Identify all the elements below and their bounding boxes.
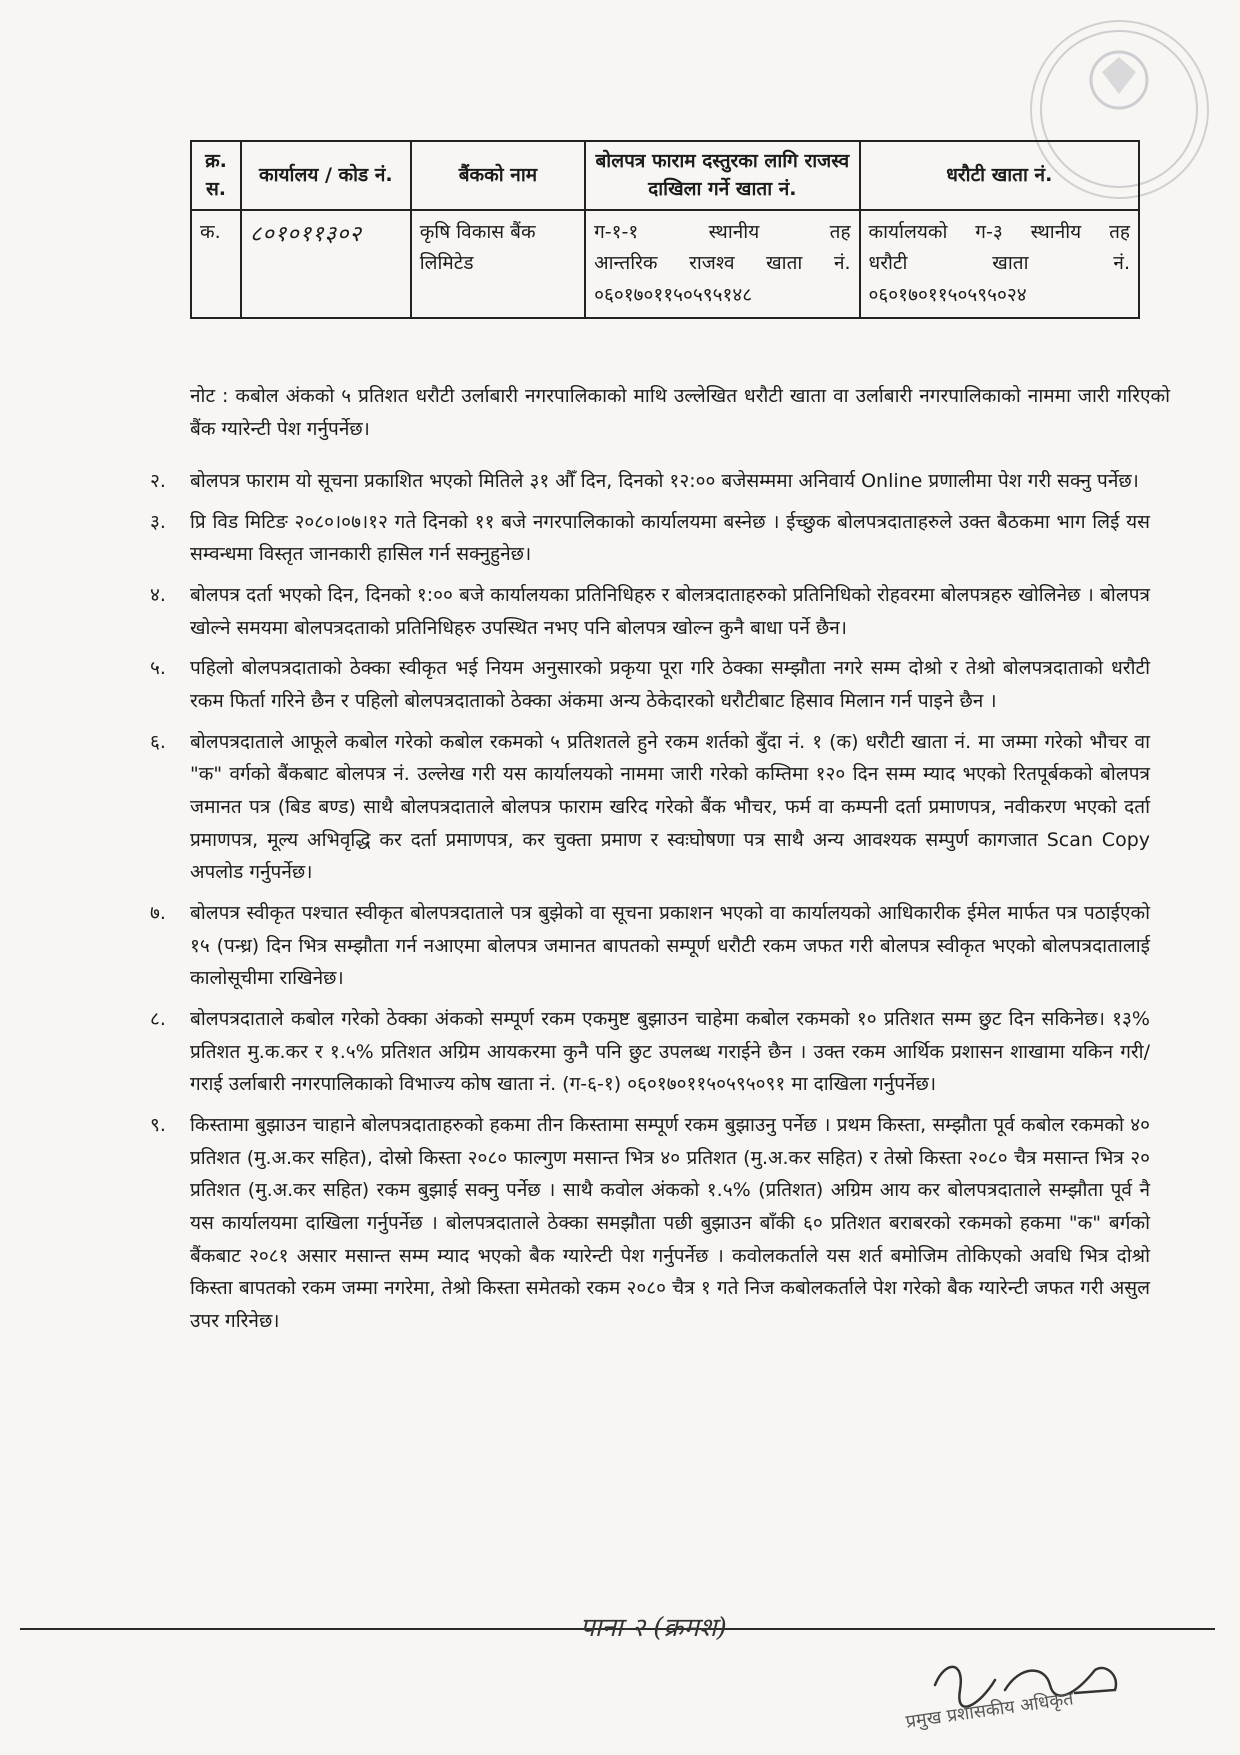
deposit-account-line-1: कार्यालयको ग-३ स्थानीय तह <box>868 221 1130 244</box>
list-item <box>150 652 1150 717</box>
item-text: बोलपत्र फाराम यो सूचना प्रकाशित भएको मितिले ३१ औँ दिन, दिनको १२:०० बजेसम्ममा अनिवार्य Online प्रणालीमा पेश गरी सक्नु पर्नेछ। <box>190 470 1139 492</box>
item-text: किस्तामा बुझाउन चाहाने बोलपत्रदाताहरुको हकमा तीन किस्तामा सम्पूर्ण रकम बुझाउनु पर्नेछ । प्रथम किस्ता, सम्झौता पूर्व कबोल रकमको ४० प्रतिशत (मु.अ.कर सहित), दोस्रो किस्ता २०८० फाल्गुण मसान्त भित्र ४० प्रतिशत (मु.अ.कर सहित) र तेस्रो किस्ता २०८० चैत्र मसान्त भित्र २० प्रतिशत (मु.अ.कर सहित) रकम बुझाई सक्नु पर्नेछ । साथै कवोल अंकको १.५% (प्रतिशत) अग्रिम आय कर बोलपत्रदाताले सम्झौता पूर्व नै यस कार्यालयमा दाखिला गर्नुपर्नेछ । बोलपत्रदाताले ठेक्का समझौता पछी बुझाउन बाँकी ६० प्रतिशत बराबरको रकमको हकमा "क" बर्गको बैंकबाट २०८१ असार मसान्त सम्म म्याद भएको बैक ग्यारेन्टी पेश गर्नुपर्नेछ । कवोलकर्ताले यस शर्त बमोजिम तोकिएको अवधि भित्र दोश्रो किस्ता बापतको रकम जम्मा नगरेमा, तेश्रो किस्ता समेतको रकम २०८० चैत्र १ गते निज कबोलकर्ताले पेश गरेको बैक ग्यारेन्टी जफत गरी असुल उपर गरिनेछ। <box>190 1114 1150 1333</box>
revenue-account-number: ०६०१७०११५०५९५१४८ <box>594 283 753 306</box>
item-text: बोलपत्रदाताले कबोल गरेको ठेक्का अंकको सम्पूर्ण रकम एकमुष्ट बुझाउन चाहेमा कबोल रकमको १० प्रतिशत सम्म छुट दिन सकिनेछ। १३% प्रतिशत मु.क.कर र १.५% प्रतिशत अग्रिम आयकरमा कुनै पनि छुट उपलब्ध गराईने छैन । उक्त रकम आर्थिक प्रशासन शाखामा यकिन गरी/गराई उर्लाबारी नगरपालिकाको विभाज्य कोष खाता नं. (ग-६-१) ०६०१७०११५०५९५०९१ मा दाखिला गर्नुपर्नेछ। <box>190 1008 1150 1096</box>
item-text: बोलपत्र दर्ता भएको दिन, दिनको १:०० बजे कार्यालयका प्रतिनिधिहरु र बोलत्रदाताहरुको प्रतिनिधिको रोहवरमा बोलपत्रहरु खोलिनेछ । बोलपत्र खोल्ने समयमा बोलपत्रदताको प्रतिनिधिहरु उपस्थित नभए पनि बोलपत्र खोल्न कुनै बाधा पर्ने छैन। <box>190 584 1150 639</box>
list-item <box>150 579 1150 644</box>
office-code: ८०१०११३०२ <box>241 210 411 318</box>
deposit-account <box>860 210 1139 318</box>
revenue-account <box>585 210 859 318</box>
revenue-account-line-1: ग-१-१ स्थानीय तह <box>594 221 851 244</box>
item-text: बोलपत्र स्वीकृत पश्चात स्वीकृत बोलपत्रदाताले पत्र बुझेको वा सूचना प्रकाशन भएको वा कार्यालयको आधिकारीक ईमेल मार्फत पत्र पठाईएको १५ (पन्ध्र) दिन भित्र सम्झौता गर्न नआएमा बोलपत्र जमानत बापतको सम्पूर्ण धरौटी रकम जफत गरी बोलपत्र स्वीकृत भएको बोलपत्रदातालाई कालोसूचीमा राखिनेछ। <box>190 902 1150 990</box>
page-number: पाना-२ (क्रमश) <box>580 1613 727 1643</box>
list-item <box>150 1109 1150 1338</box>
table-row <box>191 210 1139 318</box>
table-note: नोट : कबोल अंकको ५ प्रतिशत धरौटी उर्लाबारी नगरपालिकाको माथि उल्लेखित धरौटी खाता वा उर्लाबारी नगरपालिकाको नाममा जारी गरिएको बैंक ग्यारेन्टी पेश गर्नुपर्नेछ। <box>190 385 1170 441</box>
signature-title: प्रमुख प्रशासकीय अधिकृत <box>904 1688 1075 1733</box>
bank-name: कृषि विकास बैंक लिमिटेड <box>411 210 585 318</box>
item-number: ६. <box>150 730 166 753</box>
item-number: ७. <box>150 902 166 925</box>
item-text: बोलपत्रदाताले आफूले कबोल गरेको कबोल रकमको ५ प्रतिशतले हुने रकम शर्तको बुँदा नं. १ (क) धरौटी खाता नं. मा जम्मा गरेको भौचर वा "क" वर्गको बैंकबाट बोलपत्र नं. उल्लेख गरी यस कार्यालयको नाममा जारी गरेको कम्तिमा १२० दिन सम्म म्याद भएको रितपूर्बकको बोलपत्र जमानत पत्र (बिड बण्ड) साथै बोलपत्रदाताले बोलपत्र फाराम खरिद गरेको बैंक भौचर, फर्म वा कम्पनी दर्ता प्रमाणपत्र, नवीकरण भएको दर्ता प्रमाणपत्र, मूल्य अभिवृद्धि कर दर्ता प्रमाणपत्र, कर चुक्ता प्रमाण र स्वःघोषणा पत्र साथै अन्य आवश्यक सम्पुर्ण कागजात Scan Copy अपलोड गर्नुपर्नेछ। <box>190 730 1150 884</box>
item-text: प्रि विड मिटिङ २०८०।०७।१२ गते दिनको ११ बजे नगरपालिकाको कार्यालयमा बस्नेछ । ईच्छुक बोलपत्रदाताहरुले उक्त बैठकमा भाग लिई यस सम्वन्धमा विस्तृत जानकारी हासिल गर्न सक्नुहुनेछ। <box>190 510 1150 566</box>
item-text: पहिलो बोलपत्रदाताको ठेक्का स्वीकृत भई नियम अनुसारको प्रकृया पूरा गरि ठेक्का सम्झौता नगरे सम्म दोश्रो र तेश्रो बोलपत्रदाताको धरौटी रकम फिर्ता गरिने छैन र पहिलो बोलपत्रदाताको ठेक्का अंकमा अन्य ठेकेदारको धरौटीबाट हिसाव मिलान गर्न पाइने छैन । <box>190 657 1150 713</box>
row-sn: क. <box>191 210 241 318</box>
col-office-code: कार्यालय / कोड नं. <box>241 141 411 210</box>
revenue-account-line-2: आन्तरिक राजश्व खाता नं. <box>594 252 851 275</box>
list-item <box>150 1003 1150 1101</box>
item-number: ३. <box>150 510 166 533</box>
item-number: ८. <box>150 1008 166 1031</box>
col-revenue-account: बोलपत्र फाराम दस्तुरका लागि राजस्व दाखिला गर्ने खाता नं. <box>585 141 859 210</box>
list-item <box>150 726 1150 889</box>
item-number: ४. <box>150 584 166 607</box>
bank-account-table <box>190 140 1140 319</box>
item-number: २. <box>150 470 166 492</box>
list-item <box>150 506 1150 571</box>
item-number: ९. <box>150 1114 166 1137</box>
col-bank-name: बैंकको नाम <box>411 141 585 210</box>
deposit-account-line-2: धरौटी खाता नं. <box>868 252 1130 275</box>
deposit-account-number: ०६०१७०११५०५९५०२४ <box>868 283 1027 306</box>
col-deposit-account: धरौटी खाता नं. <box>860 141 1139 210</box>
table-header-row <box>191 141 1139 210</box>
col-sn: क्र. स. <box>191 141 241 210</box>
item-number: ५. <box>150 657 166 680</box>
list-item <box>150 897 1150 995</box>
conditions-list <box>150 465 1150 1346</box>
list-item <box>150 465 1150 498</box>
